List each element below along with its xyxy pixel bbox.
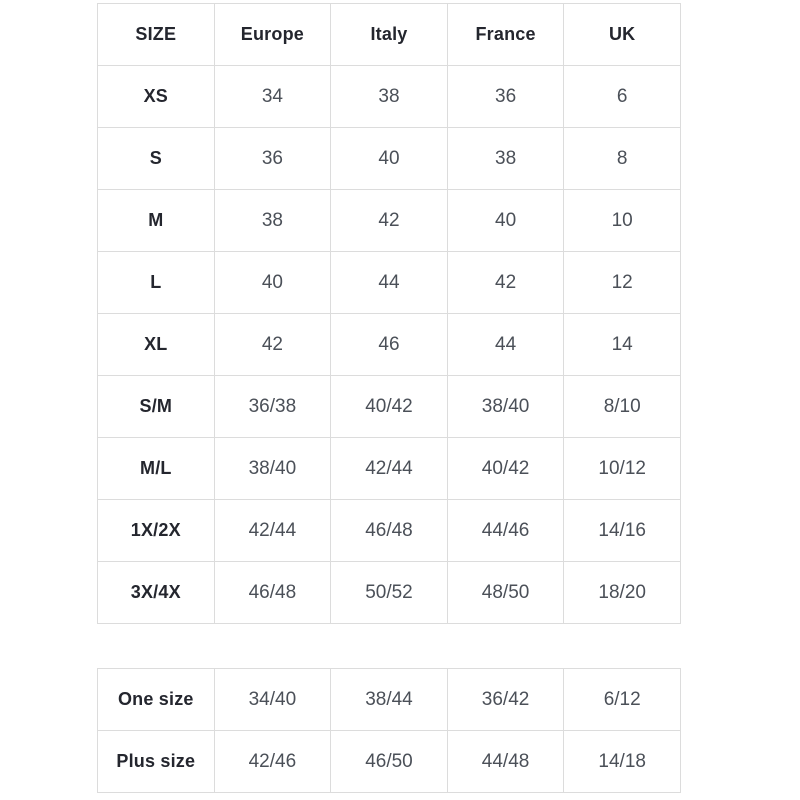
table-row-s-m [98, 376, 681, 438]
size-value-cell: 38 [214, 190, 331, 252]
size-value-cell: 46 [331, 314, 448, 376]
size-value-cell: 6/12 [564, 669, 681, 731]
size-value-cell: 14/16 [564, 500, 681, 562]
table-row-xl [98, 314, 681, 376]
size-conversion-table [97, 3, 681, 624]
table-row-1x-2x [98, 500, 681, 562]
column-header-uk: UK [564, 4, 681, 66]
size-value-cell: 42/46 [214, 731, 331, 793]
column-header-europe: Europe [214, 4, 331, 66]
table-row-s [98, 128, 681, 190]
size-label-cell: One size [98, 669, 215, 731]
size-label-cell: Plus size [98, 731, 215, 793]
size-value-cell: 42 [447, 252, 564, 314]
size-value-cell: 42 [214, 314, 331, 376]
size-value-cell: 36/38 [214, 376, 331, 438]
table-row-plus-size [98, 731, 681, 793]
size-label-cell: 1X/2X [98, 500, 215, 562]
size-label-cell: 3X/4X [98, 562, 215, 624]
size-label-cell: L [98, 252, 215, 314]
size-value-cell: 12 [564, 252, 681, 314]
table-row-3x-4x [98, 562, 681, 624]
size-label-cell: XL [98, 314, 215, 376]
table-row-m-l [98, 438, 681, 500]
size-value-cell: 44 [331, 252, 448, 314]
size-value-cell: 38/44 [331, 669, 448, 731]
size-value-cell: 40/42 [447, 438, 564, 500]
table-row-xs [98, 66, 681, 128]
size-value-cell: 38/40 [214, 438, 331, 500]
column-header-italy: Italy [331, 4, 448, 66]
size-value-cell: 46/48 [331, 500, 448, 562]
size-label-cell: M/L [98, 438, 215, 500]
table-row-l [98, 252, 681, 314]
size-value-cell: 40 [331, 128, 448, 190]
size-value-cell: 42/44 [331, 438, 448, 500]
size-value-cell: 46/48 [214, 562, 331, 624]
size-value-cell: 36 [214, 128, 331, 190]
size-value-cell: 6 [564, 66, 681, 128]
size-value-cell: 42/44 [214, 500, 331, 562]
header-row [98, 4, 681, 66]
size-value-cell: 36 [447, 66, 564, 128]
size-label-cell: S/M [98, 376, 215, 438]
size-value-cell: 34 [214, 66, 331, 128]
size-label-cell: XS [98, 66, 215, 128]
size-value-cell: 44 [447, 314, 564, 376]
column-header-size: SIZE [98, 4, 215, 66]
size-value-cell: 40/42 [331, 376, 448, 438]
size-value-cell: 14 [564, 314, 681, 376]
size-value-cell: 8/10 [564, 376, 681, 438]
size-value-cell: 10 [564, 190, 681, 252]
size-value-cell: 44/46 [447, 500, 564, 562]
size-value-cell: 40 [214, 252, 331, 314]
size-value-cell: 46/50 [331, 731, 448, 793]
size-value-cell: 36/42 [447, 669, 564, 731]
size-value-cell: 18/20 [564, 562, 681, 624]
size-value-cell: 10/12 [564, 438, 681, 500]
size-value-cell: 50/52 [331, 562, 448, 624]
size-value-cell: 38 [331, 66, 448, 128]
table-row-m [98, 190, 681, 252]
size-label-cell: M [98, 190, 215, 252]
size-value-cell: 38/40 [447, 376, 564, 438]
size-value-cell: 38 [447, 128, 564, 190]
size-value-cell: 48/50 [447, 562, 564, 624]
table-row-one-size [98, 669, 681, 731]
size-value-cell: 42 [331, 190, 448, 252]
size-label-cell: S [98, 128, 215, 190]
size-value-cell: 40 [447, 190, 564, 252]
size-value-cell: 44/48 [447, 731, 564, 793]
size-value-cell: 14/18 [564, 731, 681, 793]
size-value-cell: 34/40 [214, 669, 331, 731]
special-sizes-table [97, 668, 681, 793]
column-header-france: France [447, 4, 564, 66]
size-value-cell: 8 [564, 128, 681, 190]
